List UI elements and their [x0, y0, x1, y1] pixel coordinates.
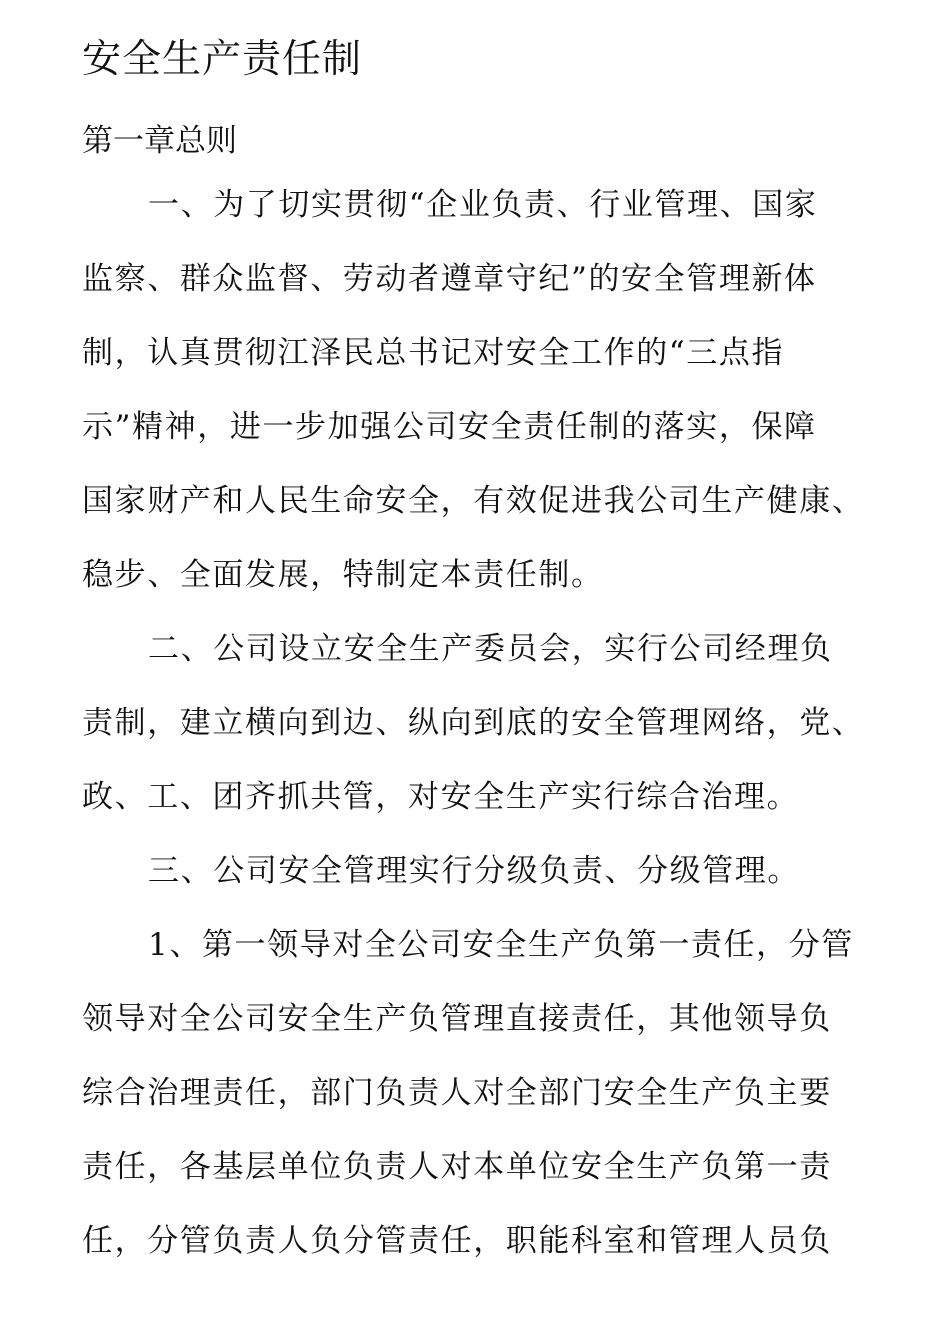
text-line: 二、公司设立安全生产委员会，实行公司经理负	[148, 631, 833, 667]
text-line: 示”精神，进一步加强公司安全责任制的落实，保障	[82, 409, 817, 445]
text-line: 领导对全公司安全生产负管理直接责任，其他领导负	[82, 1001, 832, 1037]
text-line: 1、第一领导对全公司安全生产负第一责任，分管	[148, 927, 854, 963]
text-line: 政、工、团齐抓共管，对安全生产实行综合治理。	[82, 779, 800, 815]
text-line: 三、公司安全管理实行分级负责、分级管理。	[148, 853, 800, 889]
text-line: 国家财产和人民生命安全，有效促进我公司生产健康、	[82, 483, 865, 519]
text-line: 监察、群众监督、劳动者遵章守纪”的安全管理新体	[82, 261, 817, 297]
text-line: 制，认真贯彻江泽民总书记对安全工作的“三点指	[82, 335, 785, 371]
chapter-heading: 第一章总则	[82, 123, 237, 159]
text-line: 综合治理责任，部门负责人对全部门安全生产负主要	[82, 1075, 832, 1111]
text-line: 稳步、全面发展，特制定本责任制。	[82, 557, 604, 593]
text-line: 任，分管负责人负分管责任，职能科室和管理人员负	[82, 1223, 832, 1259]
text-line: 责任，各基层单位负责人对本单位安全生产负第一责	[82, 1149, 832, 1185]
document-title: 安全生产责任制	[82, 37, 363, 82]
text-line: 一、为了切实贯彻“企业负责、行业管理、国家	[148, 187, 818, 223]
text-line: 责制，建立横向到边、纵向到底的安全管理网络，党、	[82, 705, 865, 741]
